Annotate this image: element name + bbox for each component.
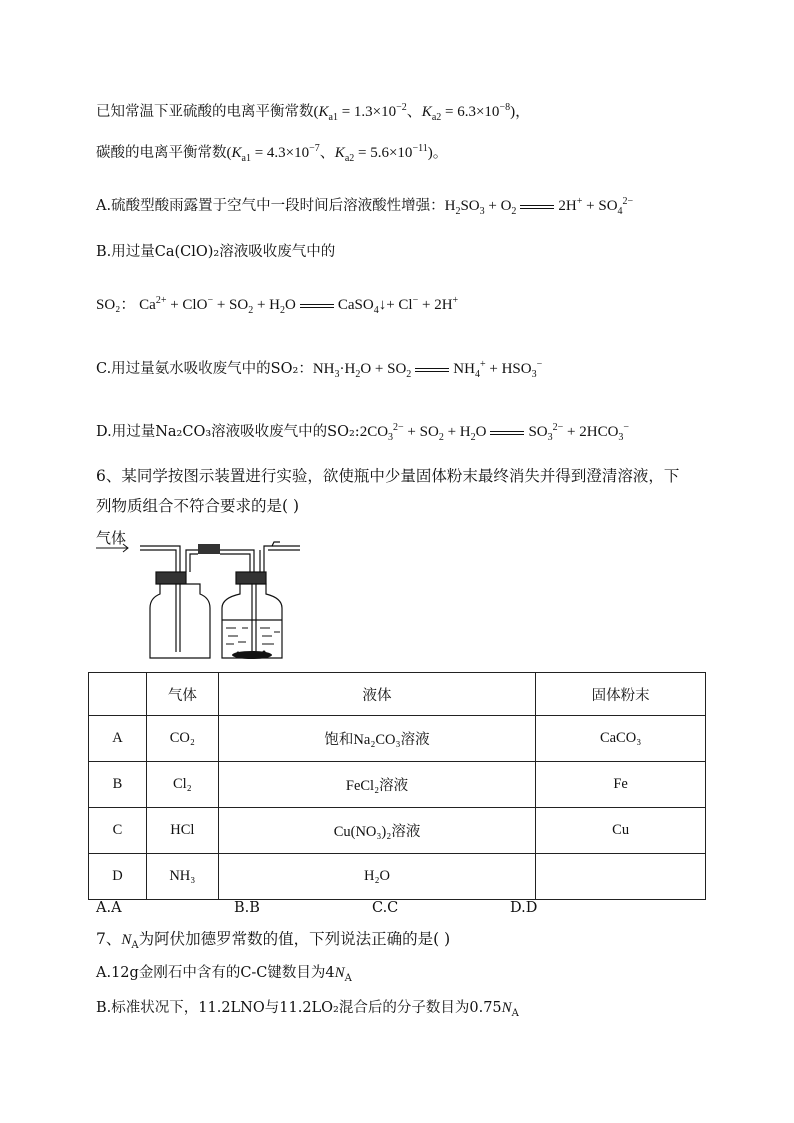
- row-label: C: [89, 808, 147, 854]
- q7-option-b-text: B.标准状况下，11.2LNO与11.2LO₂混合后的分子数目为0.75: [96, 1000, 502, 1016]
- option-d-text: D.用过量Na₂CO₃溶液吸收废气中的SO₂:: [96, 424, 360, 440]
- liquid-cell: 饱和Na₂CO₃溶液: [218, 716, 535, 762]
- gas-cell: HCl: [146, 808, 218, 854]
- gas-label: 气体: [96, 529, 127, 547]
- q6-table: [88, 672, 706, 900]
- q7-option-b: B.标准状况下，11.2LNO与11.2LO₂混合后的分子数目为$0.75N_A$: [96, 1000, 519, 1019]
- answer-choice-c: C.C: [372, 900, 399, 916]
- h2so3-constants: ($K_{a1} = 1.3\times 10^{-2}$、$K_{a2} = 6.3\times 10^{-8}$)，: [313, 102, 531, 123]
- answer-choice-d: D.D: [510, 900, 538, 916]
- option-b-equation: $Ca^{2+} + ClO^- + SO_2 + H_2O$ CaSO$_4$↓+ Cl− + 2H+: [135, 295, 459, 316]
- q7-stem-text: 为阿伏加德罗常数的值，下列说法正确的是( ): [138, 930, 451, 948]
- liquid-cell: Cu(NO₃)₂溶液: [218, 808, 535, 854]
- q7-option-a: A.12g金刚石中含有的C-C键数目为$4N_A$: [96, 965, 352, 984]
- option-a-text: A.硫酸型酸雨露置于空气中一段时间后溶液酸性增强：: [96, 198, 445, 214]
- table-header-cell: 气体: [146, 673, 218, 716]
- q7-option-a-text: A.12g金刚石中含有的C-C键数目为4: [96, 965, 335, 981]
- gas-cell: NH₃: [146, 854, 218, 900]
- table-header-cell: 固体粉末: [536, 673, 706, 716]
- h2co3-constants: ($K_{a1} = 4.3\times 10^{-7}$、$K_{a2} = 5.6\times 10^{-11}$)。: [226, 143, 448, 164]
- intro-line2-prefix: 碳酸的电离平衡常数: [96, 145, 227, 161]
- solid-cell: Cu: [536, 808, 706, 854]
- intro-line1-prefix: 已知常温下亚硫酸的电离平衡常数: [96, 104, 314, 120]
- q7-number: 7、: [96, 930, 122, 948]
- table-header-cell: 液体: [218, 673, 535, 716]
- q6-stem-line1: 6、某同学按图示装置进行实验，欲使瓶中少量固体粉末最终消失并得到澄清溶液，下: [96, 467, 680, 485]
- option-c-text: C.用过量氨水吸收废气中的SO₂：: [96, 361, 313, 377]
- solid-cell: CaCO₃: [536, 716, 706, 762]
- table-header-row: [89, 673, 706, 716]
- liquid-cell: H₂O: [218, 854, 535, 900]
- option-c-equation: $NH_3\cdot H_2O + SO_2$ $NH_4^+ + HSO_3^-$: [312, 359, 543, 380]
- option-d-equation: $2CO_3^{2-} + SO_2 + H_2O$ $SO_3^{2-} + 2HCO_3^-$: [359, 422, 630, 443]
- table-header-cell: [89, 673, 147, 716]
- na-symbol: N: [501, 1000, 512, 1016]
- option-a: [96, 192, 633, 222]
- bottle-left: [140, 546, 210, 658]
- table-row: [89, 716, 706, 762]
- table-row: [89, 808, 706, 854]
- liquid-cell: FeCl₂溶液: [218, 762, 535, 808]
- connector-tube: [198, 544, 220, 554]
- option-b-line2: [96, 291, 458, 321]
- table-row: [89, 854, 706, 900]
- intro-line-2: [96, 139, 448, 169]
- answer-choice-b: B.B: [234, 900, 260, 916]
- answer-choice-a: A.A: [96, 900, 122, 916]
- row-label: D: [89, 854, 147, 900]
- solid-cell: Fe: [536, 762, 706, 808]
- q7-stem: 7、$N_A$为阿伏加德罗常数的值，下列说法正确的是( ): [96, 930, 451, 952]
- solid-cell: [536, 854, 706, 900]
- option-b-text: B.用过量Ca(ClO)₂溶液吸收废气中的: [96, 244, 336, 260]
- bottle-right: [220, 542, 300, 658]
- na-symbol: N: [334, 965, 345, 981]
- gas-cell: CO₂: [146, 716, 218, 762]
- option-b-so2: SO₂：: [96, 297, 136, 313]
- option-c: [96, 355, 542, 385]
- row-label: A: [89, 716, 147, 762]
- q6-stem-line2: 列物质组合不符合要求的是( ): [96, 497, 300, 515]
- intro-line-1: [96, 98, 530, 128]
- option-d: [96, 418, 629, 448]
- option-b-line1: [96, 242, 335, 262]
- apparatus-diagram: [96, 528, 306, 664]
- option-a-equation: $H_2SO_3 + O_2$ $2H^+ + SO_4^{2-}$: [444, 196, 634, 217]
- gas-cell: Cl₂: [146, 762, 218, 808]
- na-symbol: N: [121, 932, 132, 948]
- table-row: [89, 762, 706, 808]
- row-label: B: [89, 762, 147, 808]
